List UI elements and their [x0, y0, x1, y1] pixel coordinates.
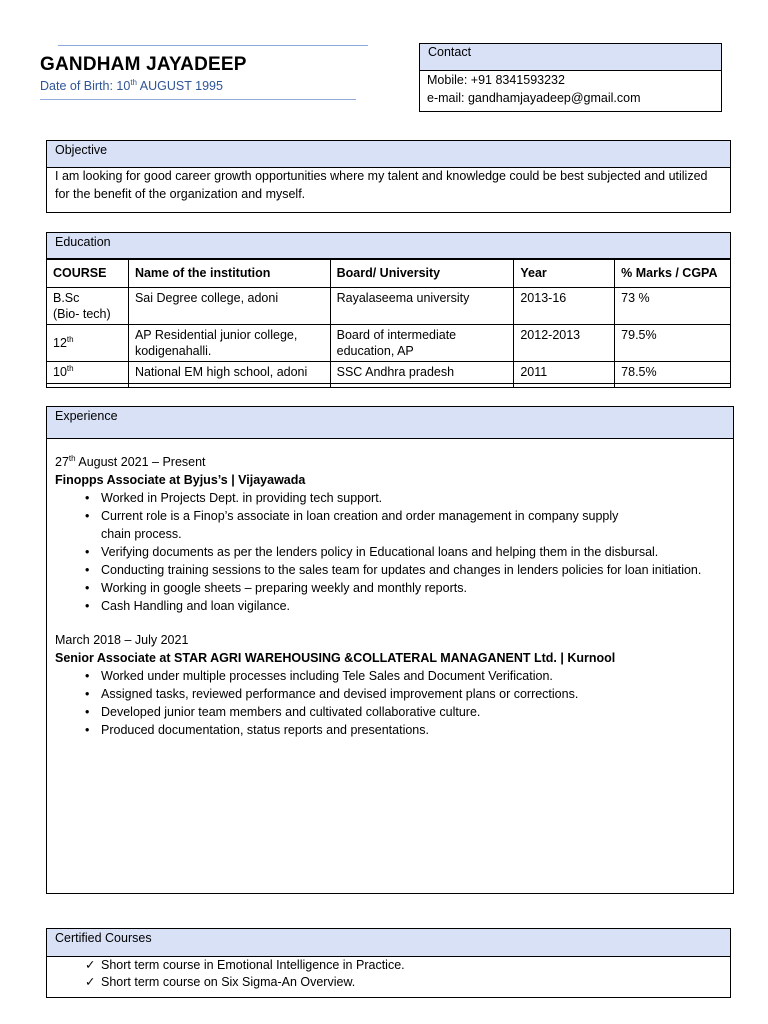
course-sup: th [66, 363, 74, 373]
experience-title: Experience [55, 409, 118, 423]
courses-section [46, 928, 731, 998]
job2-bullets [55, 667, 725, 739]
objective-header [47, 141, 730, 168]
dob-label: Date of Birth: 10 [40, 79, 131, 93]
course-cell [47, 325, 129, 362]
course-cell [47, 362, 129, 388]
marks-cell: 79.5% [615, 325, 731, 362]
education-table [46, 258, 731, 388]
list-item: • Cash Handling and loan vigilance. [55, 597, 725, 615]
header-top-rule [58, 45, 368, 46]
course-cell [47, 288, 129, 325]
candidate-name: GANDHAM JAYADEEP [40, 54, 247, 75]
job1-date-rest: August 2021 – Present [75, 455, 206, 469]
list-item: • Produced documentation, status reports and presentations. [55, 721, 725, 739]
education-title: Education [55, 235, 111, 249]
institution-name: Sai Degree college, adoni [134, 291, 279, 305]
table-row [47, 288, 731, 325]
year-cell: 2012-2013 [514, 325, 615, 362]
list-item-text: Current role is a Finop’s associate in loan creation and order management in company supply [101, 509, 619, 523]
list-item: • Developed junior team members and cultivated collaborative culture. [55, 703, 725, 721]
objective-text: I am looking for good career growth opportunities where my talent and knowledge could be best subjected and utilized for the benefit of the organization and myself. [55, 169, 708, 201]
board-cell [330, 325, 514, 362]
list-item: • Verifying documents as per the lenders policy in Educational loans and helping them in the disbursal. [55, 543, 725, 561]
contact-title: Contact [428, 45, 472, 59]
contact-mobile: Mobile: +91 8341593232 [427, 73, 565, 87]
experience-section [46, 406, 734, 894]
course-name: 12 [53, 336, 67, 350]
board-cell [330, 288, 514, 325]
job2-date: March 2018 – July 2021 [55, 633, 189, 647]
table-row [47, 362, 731, 388]
job1-date [55, 454, 725, 472]
job1-date-sup: th [68, 453, 76, 463]
col-institution: Name of the institution [128, 259, 330, 288]
institution-cell [128, 325, 330, 362]
col-board: Board/ University [330, 259, 514, 288]
job1-role: Finopps Associate at Byjus’s | Vijayawada [55, 472, 306, 487]
board-name: Rayalaseema university [336, 291, 470, 305]
list-item-text-cont: chain process. [101, 527, 182, 541]
table-row [47, 325, 731, 362]
list-item: ✓ Short term course on Six Sigma-An Overview. [55, 974, 730, 991]
list-item: • Working in google sheets – preparing weekly and monthly reports. [55, 579, 725, 597]
list-item: • Assigned tasks, reviewed performance and devised improvement plans or corrections. [55, 685, 725, 703]
institution-cell: National EM high school, adoni [128, 362, 330, 388]
education-header-row [47, 259, 731, 288]
course-detail: (Bio- tech) [53, 307, 111, 321]
course-sup: th [66, 334, 74, 344]
header-bottom-rule [40, 99, 356, 100]
dob-sup: th [130, 77, 137, 87]
experience-header [47, 407, 733, 439]
institution-cell [128, 288, 330, 325]
dob-rest: AUGUST 1995 [137, 79, 223, 93]
education-header [47, 233, 730, 260]
board-name-cont: education, AP [336, 344, 414, 358]
list-item: • Conducting training sessions to the sales team for updates and changes in lenders policies for loan initiation. [55, 561, 725, 579]
col-year: Year [514, 259, 615, 288]
course-name: 10 [53, 365, 67, 379]
list-item: ✓ Short term course in Emotional Intelligence in Practice. [55, 957, 730, 974]
job2-role: Senior Associate at STAR AGRI WAREHOUSING &COLLATERAL MANAGANENT Ltd. | Kurnool [55, 650, 616, 665]
objective-title: Objective [55, 143, 108, 157]
col-course: COURSE [47, 259, 129, 288]
courses-header [47, 929, 730, 957]
col-marks: % Marks / CGPA [615, 259, 731, 288]
board-cell: SSC Andhra pradesh [330, 362, 514, 388]
list-item [55, 507, 725, 543]
course-name: B.Sc [53, 291, 80, 305]
job1-bullets [55, 489, 725, 615]
institution-name: AP Residential junior college, [134, 328, 298, 342]
board-name: Board of intermediate [336, 328, 457, 342]
courses-list [47, 957, 730, 991]
list-item: • Worked under multiple processes including Tele Sales and Document Verification. [55, 667, 725, 685]
date-of-birth [40, 79, 223, 93]
institution-name-cont: kodigenahalli. [134, 344, 212, 358]
marks-cell: 73 % [615, 288, 731, 325]
courses-title: Certified Courses [55, 931, 152, 945]
year-cell: 2013-16 [514, 288, 615, 325]
job1-date-day: 27 [55, 455, 69, 469]
marks-cell: 78.5% [615, 362, 731, 388]
year-cell: 2011 [514, 362, 615, 388]
contact-header [420, 44, 721, 71]
list-item: • Worked in Projects Dept. in providing tech support. [55, 489, 725, 507]
contact-box [419, 43, 722, 112]
contact-email: e-mail: gandhamjayadeep@gmail.com [427, 90, 641, 105]
objective-section [46, 140, 731, 213]
